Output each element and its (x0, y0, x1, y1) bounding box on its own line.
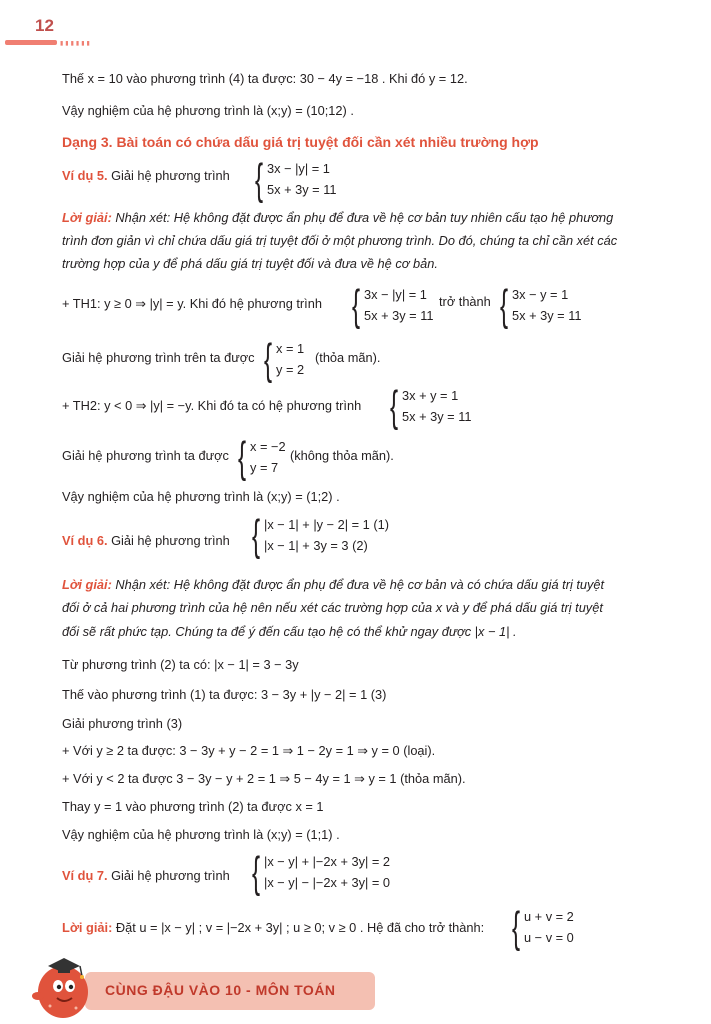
equation: 3x − |y| = 1 (364, 287, 427, 302)
text-line: Nhận xét: Hệ không đặt được ẩn phụ để đưa về hệ cơ bản và có chứa dấu giá trị tuyệt (115, 577, 605, 592)
equation: |x − y| − |−2x + 3y| = 0 (264, 875, 391, 890)
text-line: Vậy nghiệm của hệ phương trình là (x;y) = (1;1) . (62, 827, 340, 842)
equation: |x − y| + |−2x + 3y| = 2 (264, 854, 391, 869)
solution-label: Lời giải: (62, 210, 112, 225)
example-text: Giải hệ phương trình (111, 168, 230, 183)
equation: 5x + 3y = 11 (402, 409, 472, 424)
text-line: trường hợp của y để phá dấu giá trị tuyệt đối và đưa về hệ cơ bản. (62, 256, 438, 271)
solution-5 (62, 210, 613, 226)
page-number: 12 (35, 16, 54, 35)
solution-6 (62, 577, 604, 593)
example-6 (62, 533, 230, 549)
text-line: Giải phương trình (3) (62, 716, 183, 731)
equation: 3x − |y| = 1 (267, 161, 330, 176)
text-line: đối sẽ rất phức tạp. Chúng ta để ý đến cấu tạo hệ có thể khử ngay được |x − 1| . (62, 624, 517, 639)
text-line: Từ phương trình (2) ta có: |x − 1| = 3 − 3y (62, 657, 299, 672)
example-text: Giải hệ phương trình (111, 868, 230, 883)
solution-label: Lời giải: (62, 577, 112, 592)
equation: 5x + 3y = 11 (512, 308, 582, 323)
text-line: trở thành (439, 294, 491, 309)
page-number-bar (5, 40, 57, 45)
footer-title: CÙNG ĐẬU VÀO 10 - MÔN TOÁN (105, 982, 336, 998)
text-line: (thỏa mãn). (315, 350, 381, 365)
text-line: Vậy nghiệm của hệ phương trình là (x;y) = (1;2) . (62, 489, 340, 504)
equation: |x − 1| + |y − 2| = 1 (1) (264, 517, 389, 532)
text-line: đối ở cả hai phương trình của hệ nên nếu xét các trường hợp của x và y để phá dấu giá trị tuyệt (62, 600, 603, 615)
text-line: Thế x = 10 vào phương trình (4) ta được: 30 − 4y = −18 . Khi đó y = 12. (62, 71, 468, 86)
equation: x = 1 (276, 341, 305, 356)
text-line: Thay y = 1 vào phương trình (2) ta được x = 1 (62, 799, 324, 814)
strawberry-mascot-icon (28, 948, 98, 1020)
text-line: + Với y < 2 ta được 3 − 3y − y + 2 = 1 ⇒ 5 − 4y = 1 ⇒ y = 1 (thỏa mãn). (62, 771, 466, 786)
case-2: + TH2: y < 0 ⇒ |y| = −y. Khi đó ta có hệ phương trình (62, 398, 362, 413)
footer-banner (85, 972, 375, 1010)
text-line: trình đơn giản vì chỉ chứa dấu giá trị tuyệt đối ở một phương trình. Do đó, chúng ta chỉ cần xét các (62, 233, 618, 248)
equation: u − v = 0 (524, 930, 574, 945)
equation: |x − 1| + 3y = 3 (2) (264, 538, 368, 553)
equation: y = 2 (276, 362, 305, 377)
equation: x = −2 (250, 439, 286, 454)
case-1: + TH1: y ≥ 0 ⇒ |y| = y. Khi đó hệ phương trình (62, 296, 322, 311)
page-number-ticks: ▮▮▮▮▮▮ (60, 41, 92, 47)
example-label: Ví dụ 7. (62, 868, 108, 883)
text-line: + Với y ≥ 2 ta được: 3 − 3y + y − 2 = 1 ⇒ 1 − 2y = 1 ⇒ y = 0 (loại). (62, 743, 436, 758)
text-line: Đặt u = |x − y| ; v = |−2x + 3y| ; u ≥ 0; v ≥ 0 . Hệ đã cho trở thành: (115, 920, 485, 935)
text-line: Giải hệ phương trình trên ta được (62, 350, 255, 365)
solution-label: Lời giải: (62, 920, 113, 935)
equation: 5x + 3y = 11 (267, 182, 337, 197)
equation: y = 7 (250, 460, 279, 475)
example-label: Ví dụ 6. (62, 533, 108, 548)
text-line: Thế vào phương trình (1) ta được: 3 − 3y + |y − 2| = 1 (3) (62, 687, 387, 702)
equation: u + v = 2 (524, 909, 574, 924)
example-7 (62, 868, 230, 884)
solution-7 (62, 920, 484, 936)
equation: 3x + y = 1 (402, 388, 459, 403)
example-5 (62, 168, 230, 184)
text-line: Vậy nghiệm của hệ phương trình là (x;y) = (10;12) . (62, 103, 354, 118)
equation: 5x + 3y = 11 (364, 308, 434, 323)
text-line: Giải hệ phương trình ta được (62, 448, 229, 463)
section-heading: Dạng 3. Bài toán có chứa dấu giá trị tuyệt đối cần xét nhiều trường hợp (62, 134, 539, 150)
text-line: Nhận xét: Hệ không đặt được ẩn phụ để đưa về hệ cơ bản tuy nhiên cấu tạo hệ phương (115, 210, 614, 225)
text-line: (không thỏa mãn). (290, 448, 394, 463)
example-label: Ví dụ 5. (62, 168, 108, 183)
example-text: Giải hệ phương trình (111, 533, 230, 548)
equation: 3x − y = 1 (512, 287, 569, 302)
